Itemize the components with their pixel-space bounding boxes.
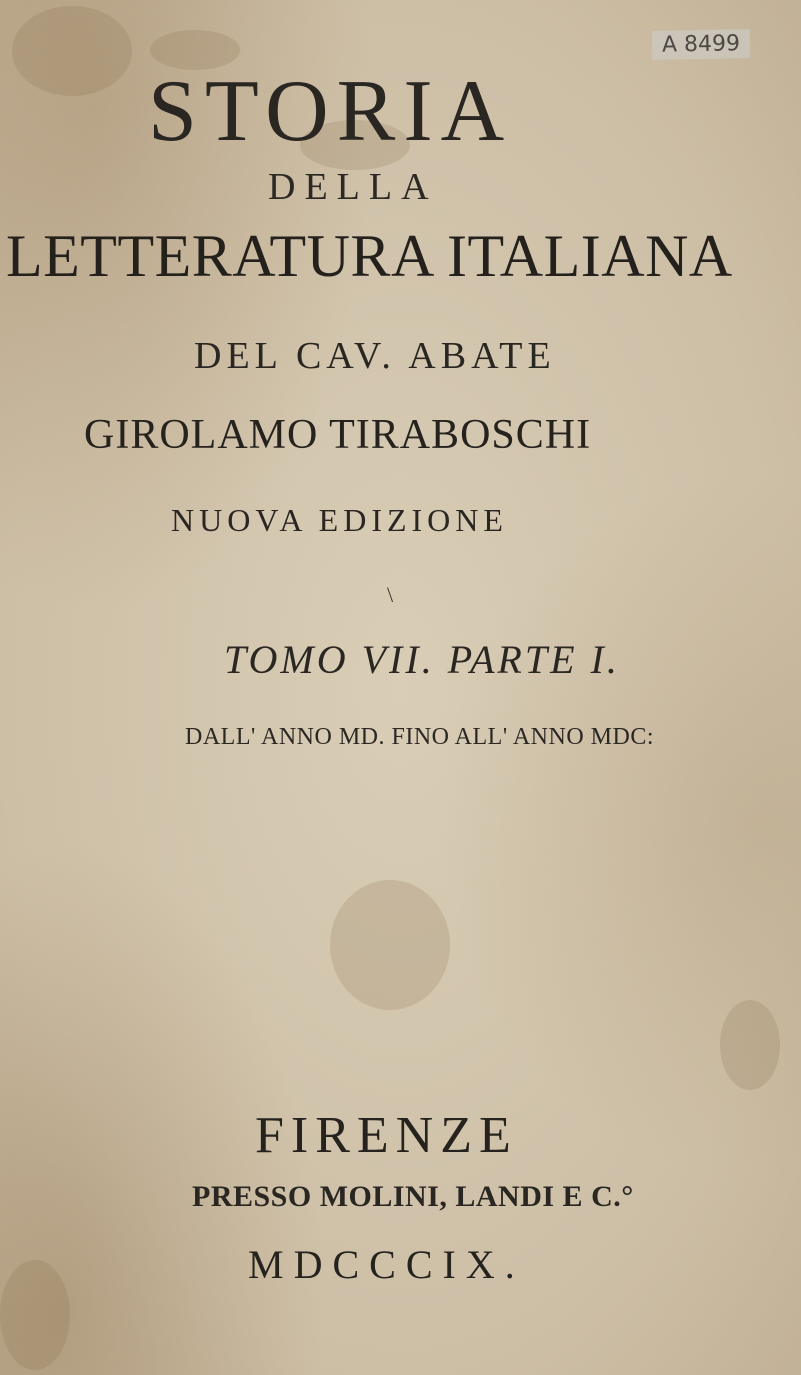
imprint-year: MDCCCIX. xyxy=(248,1242,525,1287)
paper-stain xyxy=(720,1000,780,1090)
library-shelfmark: A 8499 xyxy=(652,29,751,60)
title-storia: STORIA xyxy=(148,63,513,160)
author-name: GIROLAMO TIRABOSCHI xyxy=(84,412,592,458)
ink-mark: \ xyxy=(387,582,394,607)
volume-statement: TOMO VII. PARTE I. xyxy=(224,637,620,682)
title-letteratura-italiana: LETTERATURA ITALIANA xyxy=(6,223,733,289)
title-della: DELLA xyxy=(268,166,438,208)
imprint-city: FIRENZE xyxy=(255,1107,518,1164)
paper-stain xyxy=(12,6,132,96)
imprint-publisher: PRESSO MOLINI, LANDI E C.° xyxy=(192,1180,634,1213)
author-prefix: DEL CAV. ABATE xyxy=(194,335,556,377)
edition-statement: NUOVA EDIZIONE xyxy=(171,502,508,538)
paper-stain xyxy=(330,880,450,1010)
period-statement: DALL' ANNO MD. FINO ALL' ANNO MDC: xyxy=(185,724,654,750)
paper-stain xyxy=(0,1260,70,1370)
